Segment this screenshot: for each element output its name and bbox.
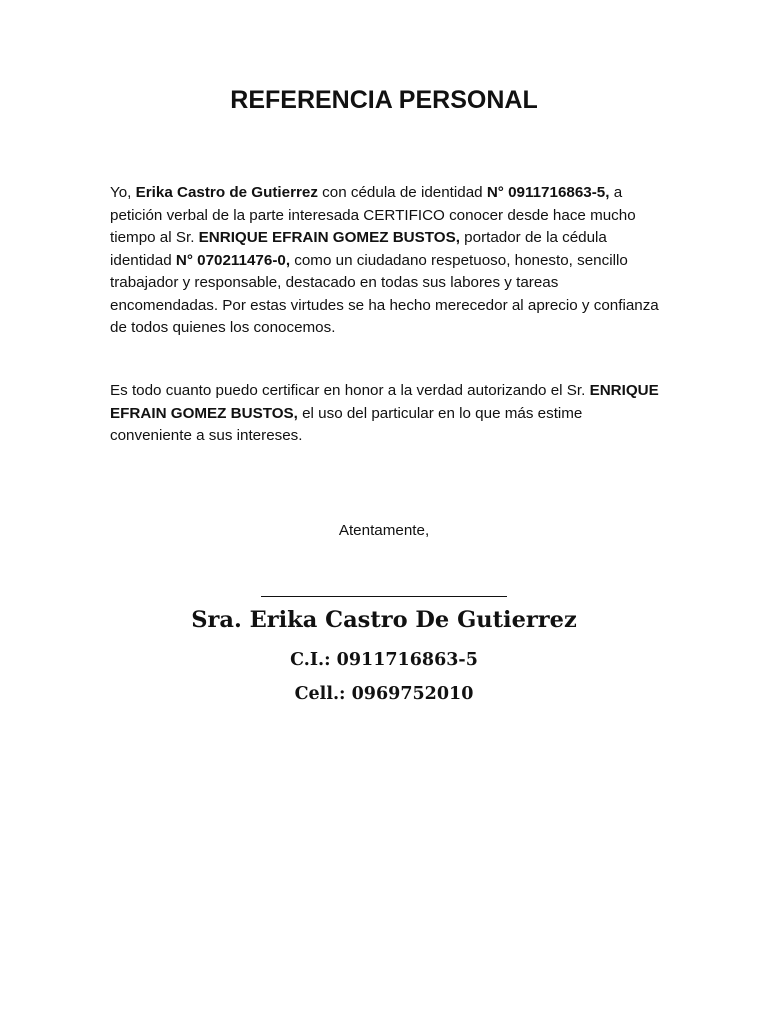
document-title: REFERENCIA PERSONAL <box>230 86 538 114</box>
signatory-name: Sra. Erika Castro De Gutierrez <box>191 607 577 633</box>
paragraph-text: como un ciudadano respetuoso, honesto, sencillo trabajador y responsable, destacado en todas sus labores y tareas encomendadas. Por estas virtudes se ha hecho merecedor al aprecio y confianza de todos quienes los conocemos. <box>110 251 659 336</box>
paragraph-text: portador de la cédula identidad <box>110 229 607 269</box>
paragraph-text: a petición verbal de la parte interesada CERTIFICO conocer desde hace mucho tiempo al Sr. <box>110 184 636 246</box>
signatory-id: C.I.: 0911716863-5 <box>290 650 478 670</box>
subject-name: ENRIQUE EFRAIN GOMEZ BUSTOS, <box>198 229 460 246</box>
paragraph-text: Yo, <box>110 184 136 201</box>
paragraph-text: el uso del particular en lo que más estime conveniente a sus intereses. <box>110 404 583 444</box>
subject-name: ENRIQUE EFRAIN GOMEZ BUSTOS, <box>110 382 659 422</box>
subject-id-number: N° 070211476-0, <box>175 251 291 269</box>
closing-salutation: Atentamente, <box>338 522 430 539</box>
paragraph-text: Es todo cuanto puedo certificar en honor a la verdad autorizando el Sr. <box>110 382 590 399</box>
signatory-phone: Cell.: 0969752010 <box>294 684 474 704</box>
author-id-number: N° 0911716863-5, <box>486 184 610 201</box>
paragraph-text: con cédula de identidad <box>317 184 487 201</box>
authorization-paragraph <box>110 380 662 448</box>
signature-line <box>261 596 507 597</box>
author-name: Erika Castro de Gutierrez <box>135 184 318 201</box>
certification-paragraph <box>110 182 662 340</box>
